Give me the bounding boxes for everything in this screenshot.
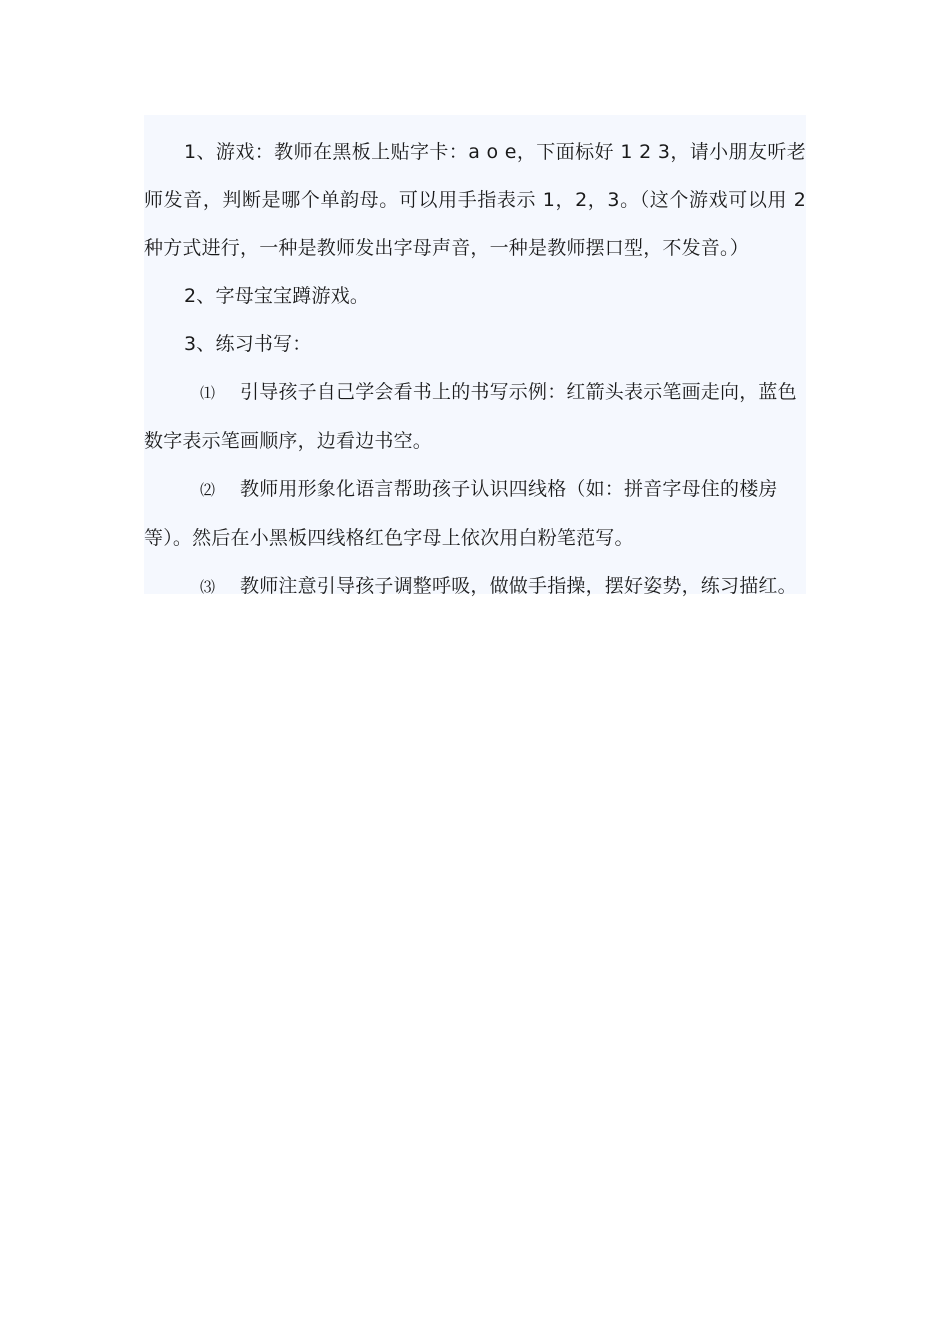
sub-item-number: ⑶ <box>200 578 216 596</box>
paragraph-game-1: 1、游戏：教师在黑板上贴字卡：a o e，下面标好 1 2 3，请小朋友听老师发音，判断是哪个单韵母。可以用手指表示 1，2，3。（这个游戏可以用 2 种方式进行，一种是教师发出字母声音，一种是教师摆口型，不发音。） <box>144 141 806 259</box>
paragraph-writing-practice: 3、练习书写： <box>184 333 312 355</box>
sub-item-text: 教师注意引导孩子调整呼吸，做做手指操，摆好姿势，练习描红。 <box>240 575 797 597</box>
lesson-text-block <box>144 115 806 597</box>
sub-item-1 <box>144 368 806 465</box>
sub-item-2 <box>144 465 806 562</box>
sub-item-number: ⑴ <box>200 384 216 402</box>
paragraph-game-2: 2、字母宝宝蹲游戏。 <box>184 285 370 307</box>
sub-item-3 <box>144 562 806 611</box>
sub-item-text: 引导孩子自己学会看书上的书写示例：红箭头表示笔画走向，蓝色数字表示笔画顺序，边看边书空。 <box>144 381 797 452</box>
sub-item-number: ⑵ <box>200 481 216 499</box>
sub-item-text: 教师用形象化语言帮助孩子认识四线格（如：拼音字母住的楼房等）。然后在小黑板四线格红色字母上依次用白粉笔范写。 <box>144 478 778 549</box>
